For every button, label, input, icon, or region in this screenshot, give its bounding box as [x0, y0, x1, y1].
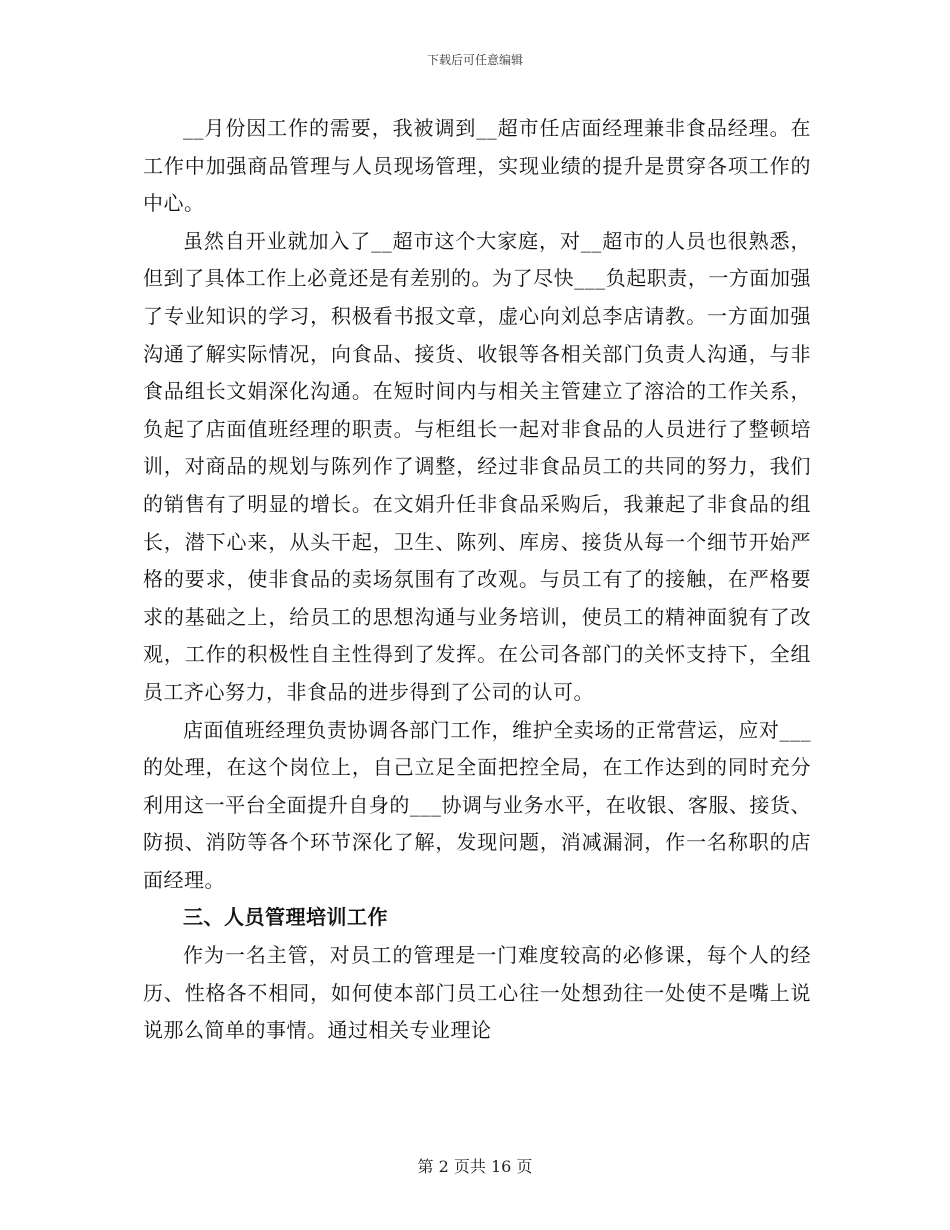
paragraph-2: 虽然自开业就加入了__超市这个大家庭，对__超市的人员也很熟悉，但到了具体工作上必竟还是有差别的。为了尽快___负起职责，一方面加强了专业知识的学习，积极看书报文章，虚心向刘总李店请教。一方面加强沟通了解实际情况，向食品、接货、收银等各相关部门负责人沟通，与非食品组长文娟深化沟通。在短时间内与相关主管建立了溶洽的工作关系，负起了店面值班经理的职责。与柜组长一起对非食品的人员进行了整顿培训，对商品的规划与陈列作了调整，经过非食品员工的共同的努力，我们的销售有了明显的增长。在文娟升任非食品采购后，我兼起了非食品的组长，潜下心来，从头干起，卫生、陈列、库房、接货从每一个细节开始严格的要求，使非食品的卖场氛围有了改观。与员工有了的接触，在严格要求的基础之上，给员工的思想沟通与业务培训，使员工的精神面貌有了改观，工作的积极性自主性得到了发挥。在公司各部门的关怀支持下，全组员工齐心努力，非食品的进步得到了公司的认可。 — [143, 228, 811, 704]
paragraph-1: __月份因工作的需要，我被调到__超市任店面经理兼非食品经理。在工作中加强商品管理与人员现场管理，实现业绩的提升是贯穿各项工作的中心。 — [143, 116, 811, 216]
document-body — [143, 110, 811, 1050]
page-footer: 第 2 页共 16 页 — [417, 1157, 533, 1176]
paragraph-3: 店面值班经理负责协调各部门工作，维护全卖场的正常营运，应对___的处理，在这个岗位上，自己立足全面把控全局，在工作达到的同时充分利用这一平台全面提升自身的___协调与业务水平，在收银、客服、接货、防损、消防等各个环节深化了解，发现问题，消减漏洞，作一名称职的店面经理。 — [143, 717, 811, 892]
section-heading: 三、人员管理培训工作 — [183, 905, 388, 930]
paragraph-4: 作为一名主管，对员工的管理是一门难度较高的必修课，每个人的经历、性格各不相同，如何使本部门员工心往一处想劲往一处使不是嘴上说说那么简单的事情。通过相关专业理论 — [143, 943, 811, 1043]
page-header: 下载后可任意编辑 — [426, 53, 523, 67]
